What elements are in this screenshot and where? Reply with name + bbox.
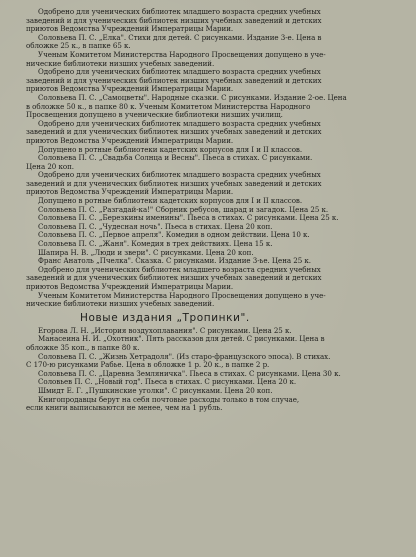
text-line: обложке 25 к., в папке 65 к. (26, 42, 131, 51)
section-heading: Новые издания „Тропинки". (80, 311, 250, 324)
text-line: Соловьева П. С. „Жаня". Комедия в трех действиях. Цена 15 к. (38, 240, 273, 249)
catalog-listing (26, 8, 394, 309)
text-line: Цена 20 коп. (26, 162, 74, 171)
text-line: Одобрено для ученических библиотек младшего возраста средних учебных (38, 119, 321, 128)
text-line: Соловьева П. С. „Самоцветы". Народные сказки. С рисунками. Издание 2-ое. Цена (38, 93, 347, 102)
text-line: Соловьева П. С. „Березкины именины". Пьеса в стихах. С рисунками. Цена 25 к. (38, 214, 339, 223)
text-line: Допущено в ротные библиотеки кадетских корпусов для I и II классов. (38, 197, 303, 206)
text-line: Книгопродавцы берут на себя почтовые расходы только в том случае, (38, 395, 300, 404)
text-line: приютов Ведомства Учреждений Императрицы Марии. (26, 85, 234, 94)
text-line: приютов Ведомства Учреждений Императрицы Марии. (26, 283, 234, 291)
text-line: заведений и для ученических библиотек низших учебных заведений и детских (26, 128, 322, 137)
text-line: Просвещения допущено в ученические библиотеки низших училищ. (26, 111, 283, 120)
text-line: заведений и для ученических библиотек низших учебных заведений и детских (26, 179, 322, 188)
text-line: Ученым Комитетом Министерства Народного Просвещения допущено в уче- (38, 291, 326, 300)
text-line: если книги выписываются не менее, чем на 1 рубль. (26, 404, 223, 413)
text-line: Франс Анатоль „Пчелка". Сказка. С рисунками. Издание 3-ье. Цена 25 к. (38, 257, 311, 266)
text-line: приютов Ведомства Учреждений Императрицы Марии. (26, 25, 234, 34)
text-line: Соловьева П. С. „Разгадай-ка!" Сборник ребусов, шарад и загадок. Цена 25 к. (38, 205, 329, 214)
text-line: Одобрено для ученических библиотек младшего возраста средних учебных (38, 8, 321, 16)
text-line: Соловьева П. С. „Первое апреля". Комедия в одном действии. Цена 10 к. (38, 231, 310, 240)
text-line: Одобрено для ученических библиотек младшего возраста средних учебных (38, 68, 321, 77)
text-line: приютов Ведомства Учреждений Императрицы Марии. (26, 136, 234, 145)
text-line: Соловьева П. С. „Царевна Земляничка". Пьеса в стихах. С рисунками. Цена 30 к. (38, 369, 341, 378)
text-line: Егорова Л. Н. „История воздухоплавания". С рисунками. Цена 25 к. (38, 326, 292, 335)
new-editions-listing (26, 327, 394, 413)
text-line: Шапира Н. В. „Люди и звери". С рисунками. Цена 20 коп. (38, 248, 254, 257)
text-line: заведений и для ученических библиотек низших учебных заведений и детских (26, 76, 322, 85)
text-line: Ученым Комитетом Министерства Народного Просвещения допущено в уче- (38, 50, 326, 59)
text-line: Шмидт Е. Г. „Пушкинские уголки". С рисунками. Цена 20 коп. (38, 386, 273, 395)
text-line: Соловьев П. С. „Новый год". Пьеса в стихах. С рисунками. Цена 20 к. (38, 378, 297, 387)
text-line: Соловьева П. С. „Чудесная ночь". Пьеса в стихах. Цена 20 коп. (38, 222, 273, 231)
text-line: Манасеина Н. И. „Охотник". Пять рассказов для детей. С рисунками. Цена в (38, 335, 325, 344)
text-line: Одобрено для ученических библиотек младшего возраста средних учебных (38, 265, 321, 274)
text-line: нические библиотеки низших учебных заведений. (26, 59, 215, 68)
text-line: приютов Ведомства Учреждений Императрицы Марии. (26, 188, 234, 197)
text-line: заведений и для ученических библиотек низших учебных заведений и детских (26, 274, 322, 283)
text-line: заведений и для ученических библиотек низших учебных заведений и детских (26, 16, 322, 25)
text-line: нические библиотеки низших учебных заведений. (26, 300, 215, 309)
text-line: Соловьева П. С. „Елка". Стихи для детей. С рисунками. Издание 3-е. Цена в (38, 33, 322, 42)
text-line: в обложке 50 к., в папке 80 к. Ученым Комитетом Министерства Народного (26, 102, 311, 111)
text-line: С 170-ю рисунками Рабье. Цена в обложке 1 р. 20 к., в папке 2 р. (26, 361, 270, 370)
text-line: Одобрено для ученических библиотек младшего возраста средних учебных (38, 171, 321, 180)
text-line: Допущено в ротные библиотеки кадетских корпусов для I и II классов. (38, 145, 303, 154)
text-line: обложке 35 коп., в папке 80 к. (26, 343, 140, 352)
text-line: Соловьева П. С. „Жизнь Хетрадоля". (Из старо-французского эпоса). В стихах. (38, 352, 331, 361)
text-line: Соловьева П. С. „Свадьба Солнца и Весны". Пьеса в стихах. С рисунками. (38, 154, 313, 163)
